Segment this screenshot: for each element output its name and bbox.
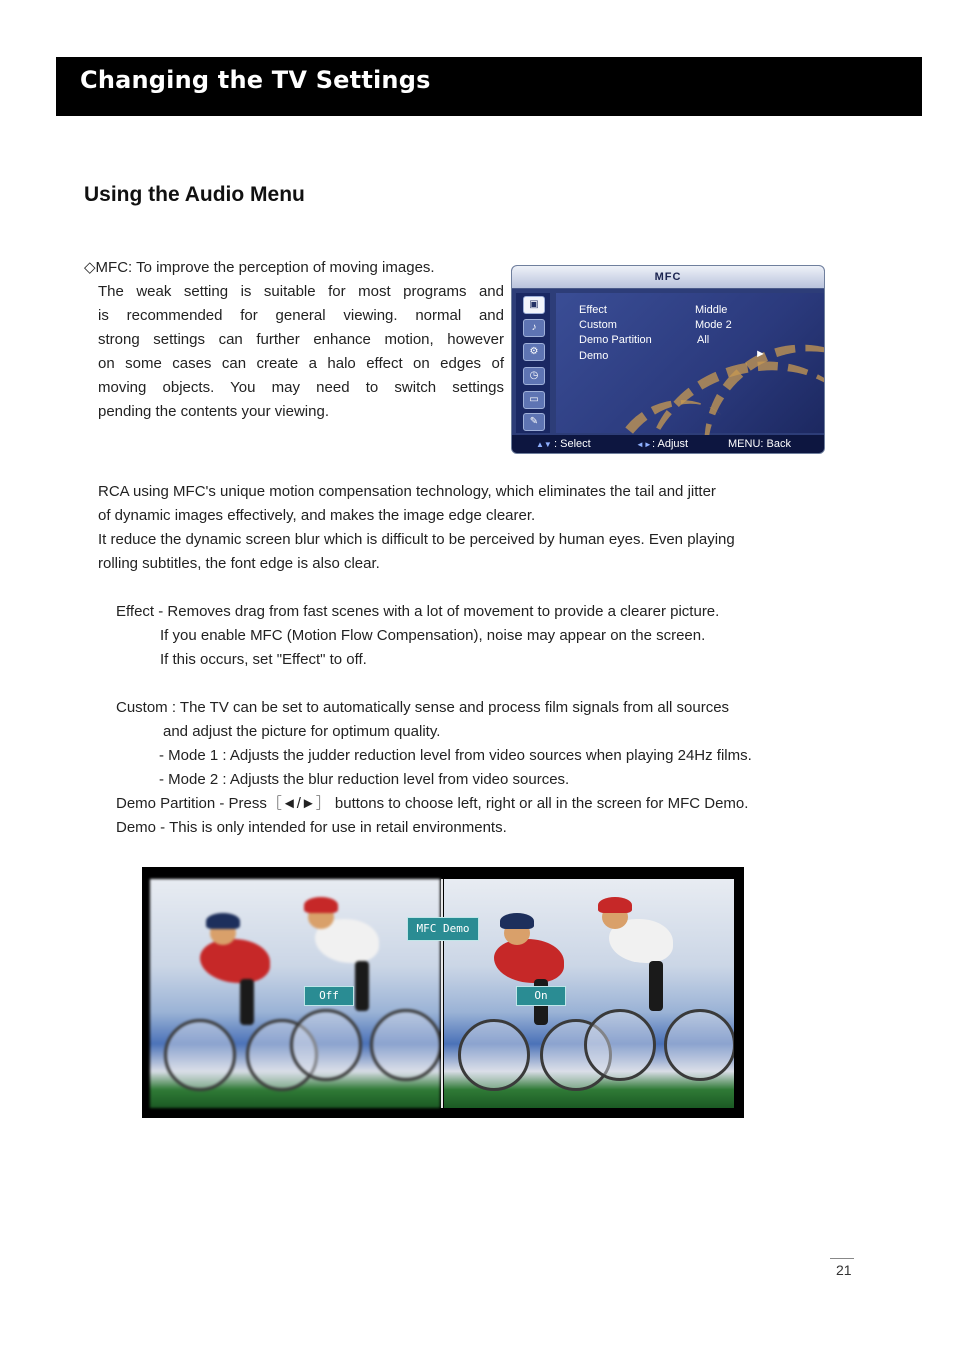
effect-line: If this occurs, set "Effect" to off. xyxy=(160,651,367,668)
bike-wheel xyxy=(458,1019,530,1091)
up-down-icon: ▲▼ xyxy=(536,440,552,449)
mfc-menu-screenshot xyxy=(511,265,825,454)
bike-wheel xyxy=(164,1019,236,1091)
page-number-rule xyxy=(830,1258,854,1259)
page-title: Changing the TV Settings xyxy=(80,66,431,94)
setup-icon: ⚙ xyxy=(523,343,545,361)
footer-select: : Select xyxy=(554,438,591,450)
osd-item-custom-label: Custom xyxy=(579,319,617,331)
bike-wheel xyxy=(290,1009,362,1081)
intro-line: moving objects. You may need to switch settings xyxy=(98,379,504,396)
bike-wheel xyxy=(664,1009,734,1081)
time-icon: ◷ xyxy=(523,367,545,385)
osd-item-effect-label: Effect xyxy=(579,304,607,316)
bike-wheel xyxy=(370,1009,440,1081)
intro-line: ◇MFC: To improve the perception of moving images. xyxy=(84,259,435,276)
page-number: 21 xyxy=(836,1262,852,1278)
bike-wheel xyxy=(584,1009,656,1081)
picture-icon: ▣ xyxy=(523,296,545,314)
rca-line: rolling subtitles, the font edge is also clear. xyxy=(98,555,380,572)
footer-adjust: : Adjust xyxy=(652,438,689,450)
on-label: On xyxy=(516,986,566,1006)
rca-line: It reduce the dynamic screen blur which is difficult to be perceived by human eyes. Even playing xyxy=(98,531,735,548)
custom-line: Demo - This is only intended for use in retail environments. xyxy=(116,819,507,836)
cyclist-leg xyxy=(355,961,369,1011)
osd-item-effect-value: Middle xyxy=(695,304,728,316)
osd-item-demo-partition-value: All xyxy=(697,334,710,346)
cyclist-body xyxy=(200,939,270,983)
rca-line: of dynamic images effectively, and makes the image edge clearer. xyxy=(98,507,536,524)
intro-line: The weak setting is suitable for most programs and xyxy=(98,283,504,300)
osd-item-custom-value: Mode 2 xyxy=(695,319,732,331)
sound-icon: ♪ xyxy=(523,319,545,337)
effect-paragraph xyxy=(116,600,719,672)
arrow-right-icon: ► xyxy=(755,348,766,360)
helmet xyxy=(304,897,338,913)
osd-item-demo-partition-label: Demo Partition xyxy=(579,334,652,346)
split-divider xyxy=(441,879,443,1108)
effect-line: Effect - Removes drag from fast scenes with a lot of movement to provide a clearer picture. xyxy=(116,603,720,620)
rca-line: RCA using MFC's unique motion compensation technology, which eliminates the tail and jitter xyxy=(98,483,716,500)
rca-paragraph xyxy=(98,480,735,576)
custom-paragraph xyxy=(116,696,752,840)
demo-left-half xyxy=(150,879,440,1108)
off-label: Off xyxy=(304,986,354,1006)
footer-back: MENU: Back xyxy=(728,438,791,450)
osd-item-demo-label: Demo xyxy=(579,350,609,362)
header-bar xyxy=(56,57,922,116)
helmet xyxy=(206,913,240,929)
left-right-icon: ◄► xyxy=(636,440,652,449)
osd-title-bar xyxy=(512,266,824,289)
intro-line: is recommended for general viewing. normal and xyxy=(98,307,504,324)
intro-line: on some cases can create a halo effect on edges of xyxy=(98,355,504,372)
demo-right-half xyxy=(444,879,734,1108)
custom-line: Custom : The TV can be set to automatically sense and process film signals from all sources xyxy=(116,699,730,716)
effect-line: If you enable MFC (Motion Flow Compensation), noise may appear on the screen. xyxy=(160,627,706,644)
custom-line: and adjust the picture for optimum quality. xyxy=(163,723,441,740)
cyclist-body xyxy=(494,939,564,983)
osd-title: MFC xyxy=(654,271,682,283)
mfc-demo-label: MFC Demo xyxy=(407,917,479,941)
lock-icon: ✎ xyxy=(523,413,545,431)
osd-footer xyxy=(512,435,824,453)
intro-line: pending the contents your viewing. xyxy=(98,403,329,420)
mfc-demo-image xyxy=(142,867,744,1118)
osd-icon-column xyxy=(516,293,550,433)
helmet xyxy=(598,897,632,913)
custom-line: - Mode 1 : Adjusts the judder reduction level from video sources when playing 24Hz films. xyxy=(159,747,752,764)
custom-line: - Mode 2 : Adjusts the blur reduction level from video sources. xyxy=(159,771,570,788)
section-title: Using the Audio Menu xyxy=(84,183,305,206)
intro-line: strong settings can further enhance motion, however xyxy=(98,331,504,348)
osd-main-panel xyxy=(556,293,824,433)
input-icon: ▭ xyxy=(523,391,545,409)
cyclist-leg xyxy=(649,961,663,1011)
mfc-intro xyxy=(84,256,504,424)
cyclist-leg xyxy=(240,979,254,1025)
custom-line: Demo Partition - Press［◄/►］ buttons to choose left, right or all in the screen for MFC Demo. xyxy=(116,795,749,812)
helmet xyxy=(500,913,534,929)
